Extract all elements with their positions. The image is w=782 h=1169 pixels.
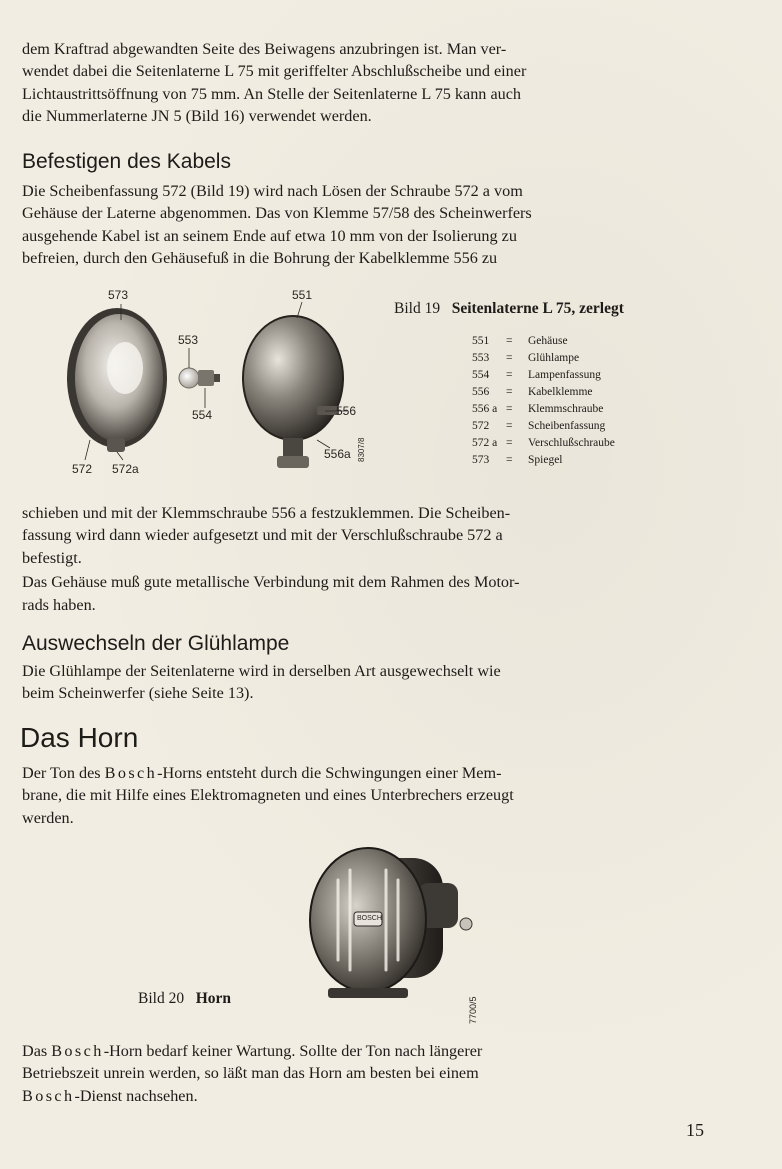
text-line (22, 1085, 712, 1107)
text-fragment: -Dienst nachsehen. (74, 1086, 198, 1105)
section-heading-horn: Das Horn (20, 722, 139, 753)
text-line: brane, die mit Hilfe eines Elektromagneten und eines Unterbrechers erzeugt (22, 786, 514, 805)
legend-eq: = (506, 386, 513, 398)
legend-text: Klemmschraube (528, 403, 604, 415)
brand-name: Bosch (51, 1042, 104, 1060)
gluehlampe-paragraph (22, 660, 712, 705)
legend-eq: = (506, 352, 513, 364)
legend-text: Gehäuse (528, 335, 568, 347)
figure-label: 554 (192, 408, 213, 422)
kabel-continuation (22, 502, 712, 616)
legend-row (472, 333, 615, 350)
horn-badge: BOSCH (357, 915, 382, 922)
text-line: schieben und mit der Klemmschraube 556 a festzuklemmen. Die Scheiben- (22, 504, 511, 522)
legend-num: 572 (472, 420, 490, 432)
legend-row (472, 452, 615, 469)
figure-label: 556 (336, 404, 357, 418)
caption-prefix: Bild 19 (394, 300, 441, 317)
legend-text: Spiegel (528, 454, 563, 466)
text-line: die Nummerlaterne JN 5 (Bild 16) verwendet werden. (22, 107, 372, 126)
text-line: werden. (22, 808, 74, 827)
legend-text: Kabelklemme (528, 386, 593, 398)
text-line: befestigt. (22, 548, 82, 567)
legend-row (472, 401, 615, 418)
figure-19-caption (394, 300, 624, 318)
text-line: Lichtaustrittsöffnung von 75 mm. An Stelle der Seitenlaterne L 75 kann auch (22, 84, 522, 103)
legend-num: 553 (472, 352, 490, 364)
text-line: Das Gehäuse muß gute metallische Verbindung mit dem Rahmen des Motor- (22, 573, 520, 592)
legend-row (472, 418, 615, 435)
text-line: wendet dabei die Seitenlaterne L 75 mit geriffelter Abschlußscheibe und einer (22, 62, 527, 81)
caption-title: Seitenlaterne L 75, zerlegt (451, 300, 624, 317)
scheibenfassung-part (67, 308, 167, 452)
legend-num: 551 (472, 335, 490, 347)
legend-num: 556 (472, 386, 490, 398)
legend-eq: = (506, 437, 513, 449)
figure-label: 572 (72, 462, 93, 476)
kabel-paragraph (22, 180, 712, 270)
text-fragment: -Horn bedarf keiner Wartung. Sollte der Ton nach längerer (103, 1042, 483, 1060)
section-heading-gluehlampe: Auswechseln der Glühlampe (22, 632, 290, 655)
horn-closing-paragraph (22, 1040, 712, 1107)
text-line (22, 1040, 712, 1062)
text-line: befreien, durch den Gehäusefuß in die Bohrung der Kabelklemme 556 zu (22, 249, 498, 268)
legend-text: Scheibenfassung (528, 420, 606, 432)
text-line: dem Kraftrad abgewandten Seite des Beiwagens anzubringen ist. Man ver- (22, 40, 507, 58)
page-number: 15 (686, 1120, 704, 1140)
figure-code: 7700/5 (468, 996, 478, 1024)
legend-eq: = (506, 369, 513, 381)
brand-name: Bosch (22, 1086, 75, 1105)
gluehlampe-part (179, 368, 220, 388)
legend-row (472, 367, 615, 384)
legend-num: 572 a (472, 437, 498, 449)
text-line (22, 762, 712, 784)
text-line: Gehäuse der Laterne abgenommen. Das von Klemme 57/58 des Scheinwerfers (22, 204, 532, 223)
text-line: fassung wird dann wieder aufgesetzt und mit der Verschlußschraube 572 a (22, 526, 503, 545)
legend-row (472, 435, 615, 452)
text-fragment: Der Ton des (22, 764, 105, 782)
text-line: Betriebszeit unrein werden, so läßt man das Horn am besten bei einem (22, 1064, 479, 1083)
legend-num: 556 a (472, 403, 498, 415)
figure-label: 553 (178, 333, 199, 347)
legend-num: 554 (472, 369, 490, 381)
figure-label: 573 (108, 288, 129, 302)
text-fragment: -Horns entsteht durch die Schwingungen einer Mem- (157, 764, 502, 782)
text-line: rads haben. (22, 595, 96, 614)
figure-20-illustration (298, 828, 488, 1018)
legend-eq: = (506, 420, 513, 432)
figure-19-legend (472, 333, 615, 469)
section-heading-kabel: Befestigen des Kabels (22, 150, 231, 173)
text-line: beim Scheinwerfer (siehe Seite 13). (22, 684, 254, 703)
legend-text: Glühlampe (528, 352, 580, 364)
intro-paragraph (22, 38, 712, 128)
caption-prefix: Bild 20 (138, 990, 185, 1007)
legend-eq: = (506, 454, 513, 466)
legend-text: Verschlußschraube (528, 437, 615, 449)
legend-eq: = (506, 403, 513, 415)
caption-title: Horn (195, 990, 232, 1007)
text-line: Die Scheibenfassung 572 (Bild 19) wird nach Lösen der Schraube 572 a vom (22, 182, 523, 200)
legend-text: Lampenfassung (528, 369, 601, 381)
figure-20-caption (138, 990, 231, 1008)
figure-label: 572a (112, 462, 139, 476)
legend-row (472, 384, 615, 401)
figure-code: 8307/8 (357, 437, 366, 462)
brand-name: Bosch (104, 764, 158, 782)
legend-row (472, 350, 615, 367)
gehaeuse-part (243, 316, 343, 468)
legend-num: 573 (472, 454, 490, 466)
figure-label: 551 (292, 288, 313, 302)
text-line: ausgehende Kabel ist an seinem Ende auf etwa 10 mm von der Isolierung zu (22, 226, 517, 245)
legend-eq: = (506, 335, 513, 347)
figure-label: 556a (324, 447, 351, 461)
horn-paragraph (22, 762, 712, 829)
text-fragment: Das (22, 1042, 52, 1060)
text-line: Die Glühlampe der Seitenlaterne wird in derselben Art ausgewechselt wie (22, 662, 501, 680)
